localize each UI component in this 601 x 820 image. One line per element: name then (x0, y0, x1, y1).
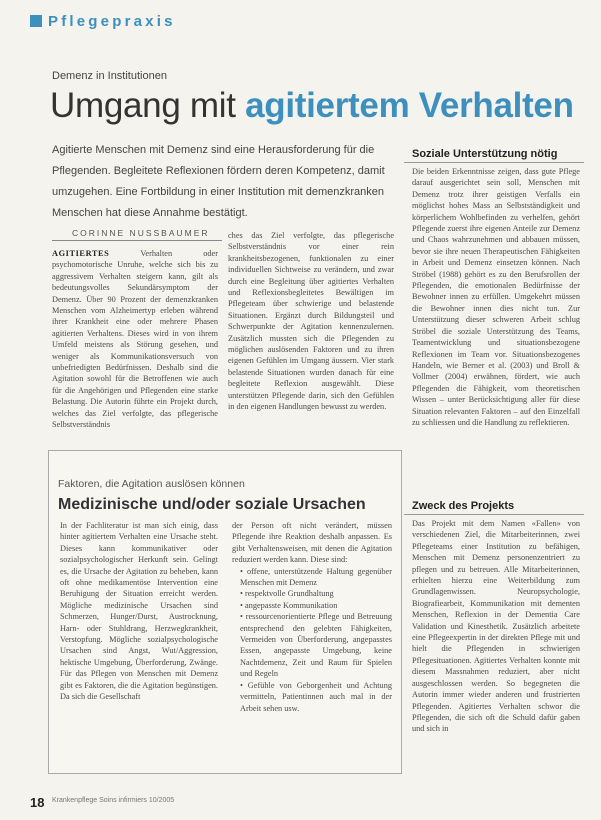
article-kicker: Demenz in Institutionen (52, 70, 167, 82)
subheading-rule (404, 514, 584, 515)
right-column-1: Die beiden Erkenntnisse zeigen, dass gute Pflege darauf ausgerichtet sein soll, Menschen mit Demenz trotz ihrer geistigen Verfalls ein möglichst hohes Mass an Selbstständigkeit und körperlichem Wohlbefinden zu verhelfen, gehört Pflegende zuerst ihre eigenen Anteile zur Demenz und Chaos wahrzunehmen und abbauen müssen, bevor sie ihre neuen Therapeutischen Fähigkeiten in Arbeit und Demenz einsetzen können. Nach Ströbel (1988) gehört es zu den Berufsrollen der Pflegenden, die emotionalen Bedürfnisse der Bewohner innen zu erfüllen. Umgekehrt müssen die Bewohner innen dies nicht tun. Zur Unterstützung dieser schweren Arbeit schlug Ströbel die soziale Unterstützung des Teams, Teamentwicklung und situationsbezogene Reflexionen im Team vor. Situationsbezogenes Handeln, wie Berner et al. (2003) und Broll & Vollmer (2004) erwähnen, fördert, wie auch Pflegenden die Fähigkeit, vom theoretischen Wissen – unter Berücksichtigung aller für diese Situation relevanten Faktoren – auf den Einzelfall zu schliessen und die Handlung zu reflektieren. (412, 167, 580, 427)
headline-normal: Umgang mit (50, 86, 246, 125)
byline-rule (52, 240, 222, 241)
box-column-2 (232, 520, 392, 714)
article-headline (50, 86, 574, 126)
list-item: • angepasste Kommunikation (240, 600, 392, 611)
section-header (30, 13, 176, 30)
right-column-2: Das Projekt mit dem Namen «Fallen» von verschiedenen Ziel, die Mitarbeiterinnen, zwei Pflegeteams einer Institution zu befähigen, Menschen mit Demenz personenzentriert zu pflegen und zu betreuen. Alle Mitarbeiterinnen, erhielten hierzu eine Weiterbildung zum Grundlagenwissen. Neuropsychologie, Biografiearbeit, Kommunikation mit dementen Menschen, Reflexion in der Dementia Care Validation und Kinesthetik. Zusätzlich arbeitete eine Pflegeexpertin in der direkten Pflege mit und hielt die Pflegenden in schwierigen Pflegesituationen. Agitiertes Verhalten konnte mit diesem Massnahmen reduziert, aber nicht ausgeschlossen werden. So begegneten die Autorin immer wieder anderen und frustrierten Pflegenden. Agitiertes Verhalten schwor die Pflegenden, die sich oft die Schuld dafür gaben und sich in (412, 519, 580, 734)
body-column-1 (52, 248, 218, 431)
box-kicker: Faktoren, die Agitation auslösen können (58, 478, 245, 490)
box-column-2-intro: der Person oft nicht verändert, müssen Pflegende ihre Reaktion deshalb anpassen. Es gibt Verhaltensweisen, mit denen die Agitation reduziert werden kann. Diese sind: (232, 521, 392, 565)
page-number: 18 (30, 795, 45, 810)
list-item: • Gefühle von Geborgenheit und Achtung vermitteln, Patientinnen auch mal in der Arbeit sehen usw. (240, 680, 392, 714)
section-square-icon (30, 15, 42, 27)
list-item: • respektvolle Grundhaltung (240, 588, 392, 599)
box-column-1: In der Fachliteratur ist man sich einig, dass hinter agitiertem Verhalten eine Ursache steht. Dieses kann kommunikativer oder sozialpsychologischer Herkunft sein. Gelingt es, die Ursache der Agitation zu beheben, kann oft ohne medikamentöse Intervention eine Beruhigung der Situation erreicht werden. Mögliche medizinische Ursachen sind Schmerzen, Hunger/Durst, Austrocknung, Harn- oder Stuhldrang, Herzwegkrankheit, Verstopfung. Mögliche sozialpsychologische Ursachen sind Angst, Wut/Aggression, hektische Umgebung, Überforderung, Zwänge. Für das Pflegen von Menschen mit Demenz gibt es Faktoren, die die Agitation begünstigen. Da sich die Gesellschaft (60, 521, 218, 702)
list-item: • offene, unterstützende Haltung gegenüber Menschen mit Demenz (240, 566, 392, 589)
headline-highlight: agitiertem Verhalten (245, 86, 574, 125)
section-label: Pflegepraxis (48, 13, 176, 30)
subheading-project-purpose: Zweck des Projekts (412, 500, 515, 512)
column-1-text: Verhalten oder psychomotorische Unruhe, welche sich bis zu aggressivem Verhalten steigern kann, gilt als bedeutungsvolles Sekundärsymptom der Demenz. Über 90 Prozent der demenzkranken Menschen vom Alzheimertyp erleben während ihrer Krankheit eine oder mehrere Phasen agitierten Verhaltens. Dieses wird in von ihrem Umfeld meistens als Störung gesehen, und weniger als Kommunikationsversuch von unbefriedigten Bedürfnissen. Deshalb sind die Agitation sowohl für die Betroffenen wie auch für die Angehörigen und Pflegenden eine starke Belastung. Die Autorin führte ein Projekt durch, welches das Ziel verfolgte, das pflegerische Selbstverständnis (52, 249, 218, 430)
body-column-2: ches das Ziel verfolgte, das pflegerische Selbstverständnis vor einer rein krankheitsbezogenen, funktionalen zu einer individuellen Sichtweise zu verändern, und zwar durch eine Begleitung über agitiertes Verhalten und Reflexionsbegleitetes Bewältigen im Pflegeteam über schwierige und belastende Situationen. Ergänzt durch Bildungsteil und Schwerpunkte der Agitation kennenzulernen. Zusätzlich mussten sich die Pflegenden zu möglichen auslösenden Faktoren und zu ihren eigenen Gefühlen im Umgang äussern. Vier stark belastende Situationen wurden danach für eine begleitete Reflexion ausgewählt. Diese unterstützen Pflegende darin, sich den Gefühlen in den eigenen Handlungen bewusst zu werden. (228, 231, 394, 412)
box-title: Medizinische und/oder soziale Ursachen (58, 496, 366, 513)
list-item: • ressourcenorientierte Pflege und Betreuung entsprechend den gelebten Fähigkeiten, Vermeiden von Überforderung, angepasstes Essen, angepasste Umgebung, keine Nachtdemenz, Zeit und Raum für Spielen und Regeln (240, 611, 392, 679)
subheading-social-support: Soziale Unterstützung nötig (412, 148, 558, 160)
lead-word: AGITIERTES (52, 249, 110, 258)
subheading-rule (404, 162, 584, 163)
article-lead: Agitierte Menschen mit Demenz sind eine Herausforderung für die Pflegenden. Begleitete Reflexionen fördern deren Kompetenz, damit umzugehen. Eine Fortbildung in einer Institution mit demenzkranken Menschen hat diese Annahme bestätigt. (52, 144, 385, 219)
author-byline: CORINNE NUSSBAUMER (72, 228, 210, 238)
cause-list (232, 566, 392, 714)
footer-text: Krankenpflege Soins infirmiers 10/2005 (52, 797, 175, 804)
